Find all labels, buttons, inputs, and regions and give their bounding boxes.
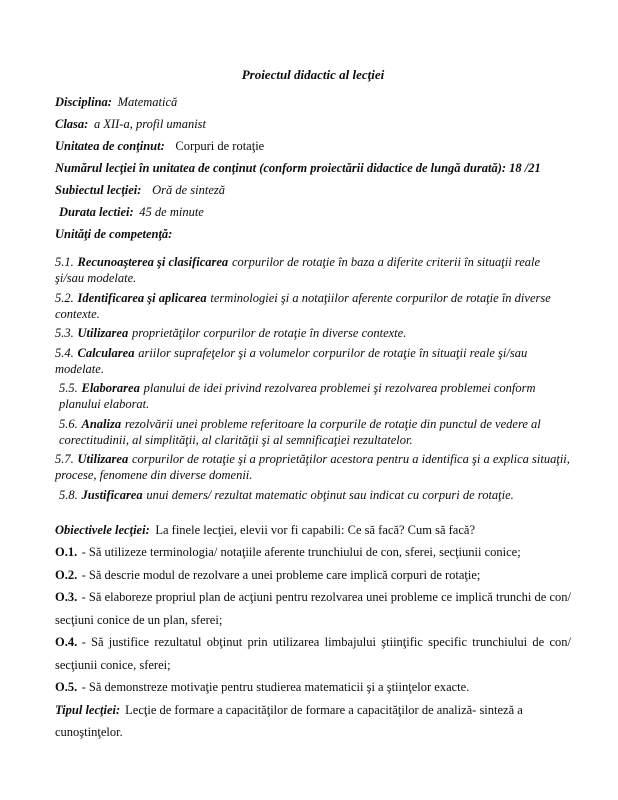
- competency-number: 5.3.: [55, 326, 74, 340]
- competencies-heading-label: Unităţi de competenţă:: [55, 227, 173, 241]
- objective-text: - Să justifice rezultatul obţinut prin utilizarea limbajului ştiinţific specific trunchiului de con/ secţiunii conice, sferei;: [55, 635, 571, 672]
- competency-item: [55, 345, 571, 377]
- objective-number: O.5.: [55, 680, 78, 694]
- objective-number: O.4.: [55, 635, 78, 649]
- lesson-type: [55, 699, 571, 744]
- field-durata-label: Durata lectiei:: [59, 205, 134, 219]
- field-durata-value: 45 de minute: [139, 205, 204, 219]
- competency-lead: Elaborarea: [81, 381, 140, 395]
- competency-number: 5.4.: [55, 345, 74, 360]
- competency-lead: Recunoaşterea şi clasificarea: [77, 255, 229, 269]
- competency-text: ariilor suprafeţelor şi a volumelor corpurilor de rotaţie în situaţii reale şi/sau modelate.: [55, 345, 528, 376]
- competency-item: [55, 290, 571, 322]
- competency-item: [55, 325, 571, 341]
- competency-text: rezolvării unei probleme referitoare la corpurile de rotaţie din punctul de vedere al corectitudinii, al simplităţii, al clarităţii şi al semnificaţiei rezultatelor.: [59, 416, 541, 447]
- field-numarul-label: Numărul lecţiei în unitatea de conţinut (conform proiectării didactice de lungă durată): 18 /21: [55, 161, 541, 175]
- objectives-heading: [55, 519, 571, 542]
- field-disciplina-value: Matematică: [117, 95, 178, 109]
- objectives-heading-label: Obiectivele lecţiei:: [55, 522, 150, 537]
- objective-text: - Să elaboreze propriul plan de acţiuni pentru rezolvarea unei probleme ce implică trunchi de con/ secţiuni conice de un plan, sferei;: [55, 590, 571, 627]
- competency-text: proprietăţilor corpurilor de rotaţie în diverse contexte.: [131, 326, 407, 340]
- lesson-type-text: Lecţie de formare a capacităţilor de formare a capacităţilor de analiză- sinteză a cunoştinţelor.: [55, 702, 523, 739]
- competency-text: corpurilor de rotaţie în baza a diferite criterii în situaţii reale şi/sau modelate.: [55, 255, 541, 285]
- field-disciplina: [55, 91, 571, 113]
- competency-item: [55, 254, 571, 286]
- competency-number: 5.2.: [55, 290, 74, 305]
- objective-text: - Să demonstreze motivaţie pentru studierea matematicii şi a ştiinţelor exacte.: [81, 680, 470, 694]
- field-subiectul-value: Oră de sinteză: [152, 183, 225, 197]
- field-subiectul-label: Subiectul lecţiei:: [55, 183, 142, 197]
- competency-number: 5.6.: [59, 416, 78, 431]
- competency-item: [55, 380, 571, 412]
- lesson-type-label: Tipul lecţiei:: [55, 702, 121, 717]
- competency-lead: Calcularea: [77, 345, 135, 360]
- objective-item: [55, 586, 571, 631]
- competency-number: 5.7.: [55, 452, 74, 466]
- competency-lead: Justificarea: [81, 487, 143, 502]
- competency-item: [55, 451, 571, 483]
- objective-item: [55, 676, 571, 699]
- objective-item: [55, 564, 571, 587]
- page-title: Proiectul didactic al lecţiei: [241, 67, 385, 82]
- competency-number: 5.5.: [59, 381, 78, 395]
- field-clasa-label: Clasa:: [55, 117, 89, 131]
- competency-text: terminologiei şi a notaţiilor aferente corpurilor de rotaţie în diverse contexte.: [55, 290, 551, 321]
- objective-text: - Să utilizeze terminologia/ notaţiile aferente trunchiului de con, sferei, secţiunii conice;: [81, 545, 521, 559]
- field-clasa: [55, 113, 571, 135]
- competency-lead: Identificarea şi aplicarea: [77, 290, 207, 305]
- objectives-section: [55, 519, 571, 699]
- competency-number: 5.8.: [59, 487, 78, 502]
- competency-lead: Utilizarea: [77, 326, 129, 340]
- objective-number: O.1.: [55, 545, 78, 559]
- field-unitatea: [55, 135, 571, 157]
- objective-number: O.3.: [55, 590, 78, 604]
- field-disciplina-label: Disciplina:: [55, 95, 112, 109]
- competency-number: 5.1.: [55, 255, 74, 269]
- objective-item: [55, 541, 571, 564]
- field-numarul: [55, 157, 571, 179]
- competency-text: unui demers/ rezultat matematic obţinut sau indicat cu corpuri de rotaţie.: [146, 487, 514, 502]
- field-unitatea-value: Corpuri de rotaţie: [175, 139, 265, 153]
- objective-number: O.2.: [55, 567, 78, 582]
- field-clasa-value: a XII-a, profil umanist: [93, 117, 206, 131]
- field-durata: [55, 201, 571, 223]
- competency-lead: Analiza: [81, 416, 122, 431]
- competency-text: corpurilor de rotaţie şi a proprietăţilor acestora pentru a identifica şi a explica situaţii, procese, fenomene din diverse domenii.: [55, 452, 570, 482]
- field-unitatea-label: Unitatea de conţinut:: [55, 139, 165, 153]
- objectives-intro-text: La finele lecţiei, elevii vor fi capabili: Ce să facă? Cum să facă?: [155, 522, 475, 537]
- field-subiectul: [55, 179, 571, 201]
- competency-text: planului de idei privind rezolvarea problemei şi rezolvarea problemei conform planului elaborat.: [59, 381, 536, 411]
- competency-item: [55, 416, 571, 448]
- competencies-heading: [55, 223, 571, 245]
- competency-item: [55, 487, 571, 503]
- competency-lead: Utilizarea: [77, 452, 129, 466]
- objective-item: [55, 631, 571, 676]
- objective-text: - Să descrie modul de rezolvare a unei probleme care implică corpuri de rotaţie;: [81, 567, 481, 582]
